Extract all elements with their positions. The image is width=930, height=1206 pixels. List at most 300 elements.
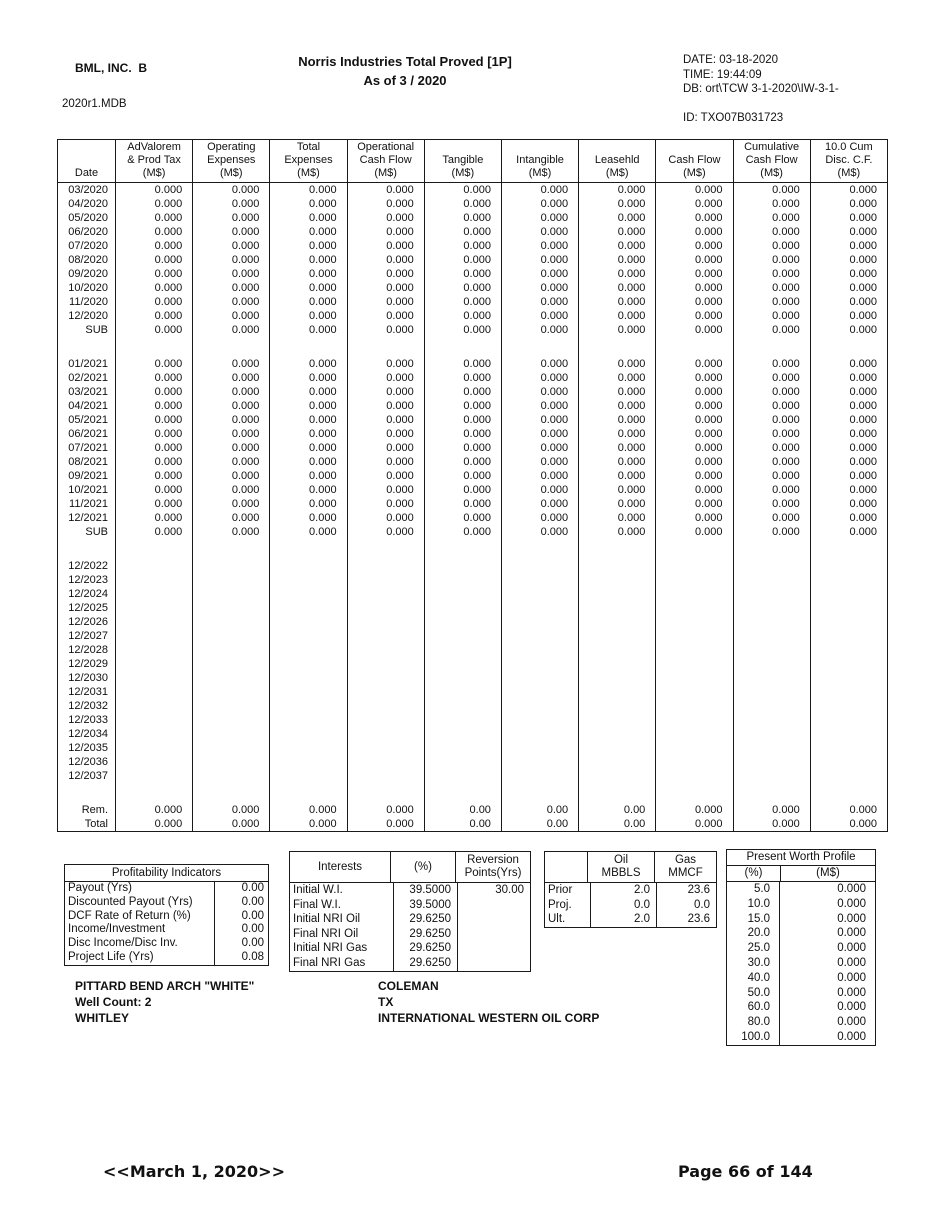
value-cell [733,601,810,615]
indicator-value: 0.00 [241,909,264,922]
value-cell: 0.000 [810,483,887,497]
well-count: Well Count: 2 [75,995,152,1009]
value-cell: 0.000 [347,211,424,225]
value-cell [193,685,270,699]
present-worth-value: 0.000 [837,956,866,969]
value-cell: 0.000 [579,267,656,281]
value-cell [193,559,270,573]
value-cell: 0.000 [424,239,501,253]
table-row [58,657,888,671]
value-cell [501,643,578,657]
value-cell: 0.000 [116,225,193,239]
value-cell: 0.000 [810,253,887,267]
value-cell [270,783,347,803]
value-cell: 0.000 [579,323,656,337]
column-header-line: (M$) [219,167,243,179]
value-cell: 0.000 [733,455,810,469]
value-cell [656,615,733,629]
value-cell: 0.000 [270,323,347,337]
reserves-row [545,883,716,898]
value-cell: 0.000 [424,497,501,511]
value-cell: 0.000 [579,413,656,427]
value-cell [424,337,501,357]
value-cell: 0.000 [810,197,887,211]
discount-rate: 5.0 [727,882,780,897]
value-cell: 0.000 [656,309,733,323]
indicator-value: 0.00 [241,923,264,936]
date-cell: 07/2021 [68,442,108,454]
date-cell: 12/2032 [68,700,108,712]
table-row [58,295,888,309]
value-cell [193,601,270,615]
value-cell [810,783,887,803]
value-cell [733,539,810,559]
value-cell [270,573,347,587]
table-row [58,803,888,817]
value-cell [116,657,193,671]
table-row [58,769,888,783]
value-cell: 0.000 [656,281,733,295]
value-cell: 0.000 [733,817,810,832]
value-cell: 0.000 [116,455,193,469]
present-worth-row [727,1030,875,1045]
value-cell [193,643,270,657]
table-row [58,211,888,225]
value-cell [733,573,810,587]
value-cell: 0.000 [424,511,501,525]
value-cell [193,755,270,769]
discount-rate: 10.0 [727,897,780,912]
value-cell: 0.000 [116,803,193,817]
value-cell [579,573,656,587]
value-cell: 0.000 [810,323,887,337]
value-cell: 0.000 [656,267,733,281]
column-header-line: (M$) [605,167,629,179]
value-cell [810,657,887,671]
table-row [58,413,888,427]
value-cell [116,587,193,601]
value-cell: 0.000 [501,441,578,455]
interest-row [290,898,530,913]
value-cell [116,559,193,573]
value-cell: 0.000 [579,295,656,309]
interest-percent: 39.5000 [394,883,458,898]
value-cell: 0.000 [733,225,810,239]
value-cell: 0.000 [270,309,347,323]
value-cell [579,643,656,657]
reserves-rows [545,883,716,927]
value-cell: 0.000 [193,295,270,309]
value-cell: 0.000 [270,295,347,309]
table-row [58,615,888,629]
value-cell: 0.000 [733,511,810,525]
value-cell [193,741,270,755]
value-cell: 0.000 [193,385,270,399]
value-cell [270,699,347,713]
report-subtitle: As of 3 / 2020 [363,73,447,88]
reserves-label: Prior [545,883,591,898]
value-cell: 0.000 [270,413,347,427]
oil-col-header: Oil MBBLS [588,852,655,882]
spacer-row [58,337,888,357]
column-header [193,140,270,183]
value-cell [270,727,347,741]
value-cell [193,629,270,643]
value-cell [347,769,424,783]
value-cell: 0.000 [656,385,733,399]
column-header-line: AdValorem [127,141,181,153]
percent-col-header: (%) [391,852,456,882]
date-cell: 12/2022 [68,560,108,572]
value-cell: 0.000 [579,357,656,371]
present-worth-value: 0.000 [837,897,866,910]
value-cell [424,685,501,699]
value-cell: 0.000 [733,183,810,198]
value-cell: 0.000 [193,267,270,281]
present-worth-row [727,926,875,941]
value-cell [424,755,501,769]
value-cell: 0.00 [579,817,656,832]
value-cell [424,713,501,727]
value-cell: 0.000 [193,225,270,239]
value-cell: 0.000 [193,817,270,832]
table-row [58,497,888,511]
value-cell [810,755,887,769]
value-cell [347,337,424,357]
value-cell: 0.000 [116,427,193,441]
table-row [58,741,888,755]
value-cell [424,671,501,685]
table-row [58,371,888,385]
value-cell: 0.000 [733,413,810,427]
value-cell [424,573,501,587]
value-cell: 0.000 [424,469,501,483]
value-cell [733,783,810,803]
present-worth-rows [727,882,875,1045]
value-cell: 0.000 [270,441,347,455]
value-cell [656,337,733,357]
date-cell: 12/2033 [68,714,108,726]
table-row [58,267,888,281]
discount-rate: 80.0 [727,1015,780,1030]
value-cell: 0.000 [116,413,193,427]
value-cell [347,685,424,699]
value-cell: 0.000 [116,385,193,399]
interests-header [290,852,530,883]
value-cell: 0.000 [810,413,887,427]
column-header-line: Total [296,141,321,153]
date-cell [58,783,116,803]
column-header [424,140,501,183]
value-cell: 0.000 [733,525,810,539]
date-cell: 12/2026 [68,616,108,628]
value-cell: 0.000 [193,281,270,295]
present-worth-row [727,882,875,897]
column-header-line: Expenses [284,154,333,166]
value-cell [347,573,424,587]
value-cell: 0.000 [579,225,656,239]
value-cell: 0.000 [193,239,270,253]
value-cell: 0.000 [810,511,887,525]
reserves-blank-header [545,852,588,882]
date-cell: 12/2029 [68,658,108,670]
value-cell [424,783,501,803]
table-row [58,253,888,267]
value-cell [501,337,578,357]
value-cell [347,587,424,601]
value-cell: 0.000 [424,357,501,371]
value-cell [424,629,501,643]
column-header-line: Date [74,167,99,179]
value-cell: 0.000 [270,225,347,239]
value-cell: 0.000 [193,183,270,198]
value-cell [501,671,578,685]
value-cell: 0.000 [424,413,501,427]
table-row [58,601,888,615]
indicator-value: 0.00 [241,882,264,894]
date-cell [58,337,116,357]
value-cell [656,769,733,783]
gas-value: 23.6 [687,884,710,896]
value-cell [579,657,656,671]
value-cell: 0.000 [810,309,887,323]
value-cell [733,769,810,783]
value-cell: 0.000 [656,183,733,198]
table-row [58,385,888,399]
lease-name: PITTARD BEND ARCH "WHITE" [75,979,255,993]
column-header-line: (M$) [528,167,552,179]
value-cell: 0.000 [270,483,347,497]
value-cell [656,671,733,685]
value-cell [579,615,656,629]
discount-rate: 40.0 [727,971,780,986]
date-cell: 07/2020 [68,240,108,252]
column-header-line: Cash Flow [359,154,412,166]
value-cell: 0.000 [501,267,578,281]
column-header-line: (M$) [142,167,166,179]
value-cell: 0.000 [656,497,733,511]
value-cell: 0.000 [193,357,270,371]
value-cell [270,559,347,573]
value-cell [656,713,733,727]
value-cell [810,559,887,573]
value-cell: 0.000 [733,399,810,413]
value-cell: 0.000 [424,253,501,267]
value-cell [501,699,578,713]
value-cell [501,755,578,769]
report-date: DATE: 03-18-2020 [683,54,779,66]
value-cell: 0.000 [656,253,733,267]
value-cell: 0.000 [733,295,810,309]
value-cell: 0.000 [579,469,656,483]
value-cell [501,539,578,559]
value-cell [116,741,193,755]
value-cell: 0.000 [347,385,424,399]
value-cell [810,615,887,629]
value-cell: 0.000 [116,309,193,323]
value-cell [193,539,270,559]
value-cell: 0.000 [116,441,193,455]
value-cell: 0.000 [347,267,424,281]
value-cell: 0.000 [424,225,501,239]
value-cell [424,587,501,601]
value-cell: 0.000 [424,427,501,441]
value-cell [424,699,501,713]
interest-label: Final NRI Gas [290,956,394,971]
value-cell [733,741,810,755]
value-cell: 0.00 [501,803,578,817]
value-cell [116,769,193,783]
value-cell: 0.000 [424,323,501,337]
value-cell [501,685,578,699]
value-cell: 0.000 [347,413,424,427]
value-cell [424,769,501,783]
value-cell: 0.000 [270,385,347,399]
value-cell: 0.000 [501,385,578,399]
value-cell [579,741,656,755]
value-cell: 0.000 [579,183,656,198]
value-cell: 0.000 [270,399,347,413]
value-cell: 0.000 [193,511,270,525]
interests-rows [290,883,530,971]
value-cell: 0.000 [656,197,733,211]
value-cell [116,643,193,657]
interest-percent: 29.6250 [394,941,458,956]
value-cell [733,629,810,643]
value-cell: 0.000 [193,309,270,323]
value-cell [810,601,887,615]
value-cell [270,741,347,755]
value-cell [733,337,810,357]
present-worth-value: 0.000 [837,927,866,940]
value-cell [270,657,347,671]
cashflow-table-wrap [57,139,888,832]
pw-value-header: (M$) [816,867,840,879]
date-cell: Rem. [81,804,108,816]
value-cell: 0.000 [116,267,193,281]
value-cell: 0.000 [810,183,887,198]
value-cell: 0.000 [424,385,501,399]
value-cell [270,601,347,615]
value-cell [424,615,501,629]
value-cell: 0.000 [656,469,733,483]
value-cell: 0.000 [193,371,270,385]
column-header-line: 10.0 Cum [824,141,873,153]
table-row [58,483,888,497]
value-cell [656,587,733,601]
column-header [579,140,656,183]
value-cell: 0.000 [579,371,656,385]
value-cell [424,601,501,615]
table-row [58,183,888,198]
column-header-line: Operational [357,141,415,153]
indicator-label: DCF Rate of Return (%) [65,910,215,924]
value-cell [810,685,887,699]
value-cell [116,755,193,769]
value-cell: 0.000 [270,267,347,281]
value-cell: 0.000 [656,371,733,385]
column-header [656,140,733,183]
table-row [58,281,888,295]
value-cell: 0.000 [347,371,424,385]
value-cell: 0.000 [424,211,501,225]
date-cell: 02/2021 [68,372,108,384]
value-cell: 0.000 [193,399,270,413]
value-cell: 0.000 [347,253,424,267]
value-cell: 0.000 [501,427,578,441]
value-cell: 0.000 [270,511,347,525]
value-cell: 0.000 [501,469,578,483]
value-cell [733,713,810,727]
value-cell: 0.000 [270,183,347,198]
value-cell [501,629,578,643]
interest-row [290,956,530,971]
value-cell: 0.000 [270,211,347,225]
value-cell: 0.000 [193,497,270,511]
reversion-col-header: Reversion Points(Yrs) [464,854,522,879]
value-cell [656,699,733,713]
present-worth-value: 0.000 [837,986,866,999]
value-cell: 0.000 [424,309,501,323]
value-cell: 0.000 [501,225,578,239]
profitability-row [65,882,268,896]
value-cell: 0.000 [579,525,656,539]
gas-col-header: Gas MMCF [668,854,703,879]
value-cell [347,601,424,615]
value-cell: 0.000 [733,267,810,281]
value-cell: 0.000 [193,413,270,427]
value-cell [501,783,578,803]
value-cell: 0.000 [347,239,424,253]
table-row [58,685,888,699]
value-cell [733,615,810,629]
value-cell: 0.000 [347,183,424,198]
value-cell [270,587,347,601]
report-time: TIME: 19:44:09 [683,68,762,81]
value-cell: 0.000 [116,183,193,198]
value-cell: 0.000 [656,323,733,337]
property-left-block [75,978,254,1026]
date-cell: 08/2021 [68,456,108,468]
value-cell [116,601,193,615]
value-cell [193,713,270,727]
value-cell: 0.000 [810,239,887,253]
interest-label: Final NRI Oil [290,927,394,942]
value-cell [579,783,656,803]
profitability-title: Profitability Indicators [65,865,268,882]
value-cell [810,713,887,727]
date-cell: 11/2021 [69,498,108,510]
value-cell [193,769,270,783]
present-worth-value: 0.000 [837,1016,866,1029]
value-cell: 0.000 [193,455,270,469]
value-cell: 0.000 [424,483,501,497]
indicator-label: Income/Investment [65,923,215,937]
value-cell: 0.000 [579,455,656,469]
value-cell [347,783,424,803]
value-cell: 0.000 [579,399,656,413]
value-cell [656,755,733,769]
value-cell [270,685,347,699]
value-cell [193,615,270,629]
value-cell: 0.000 [501,309,578,323]
value-cell: 0.000 [579,309,656,323]
value-cell: 0.000 [501,295,578,309]
value-cell: 0.000 [193,483,270,497]
interests-box [289,851,531,972]
indicator-label: Payout (Yrs) [65,882,215,896]
value-cell: 0.000 [579,441,656,455]
